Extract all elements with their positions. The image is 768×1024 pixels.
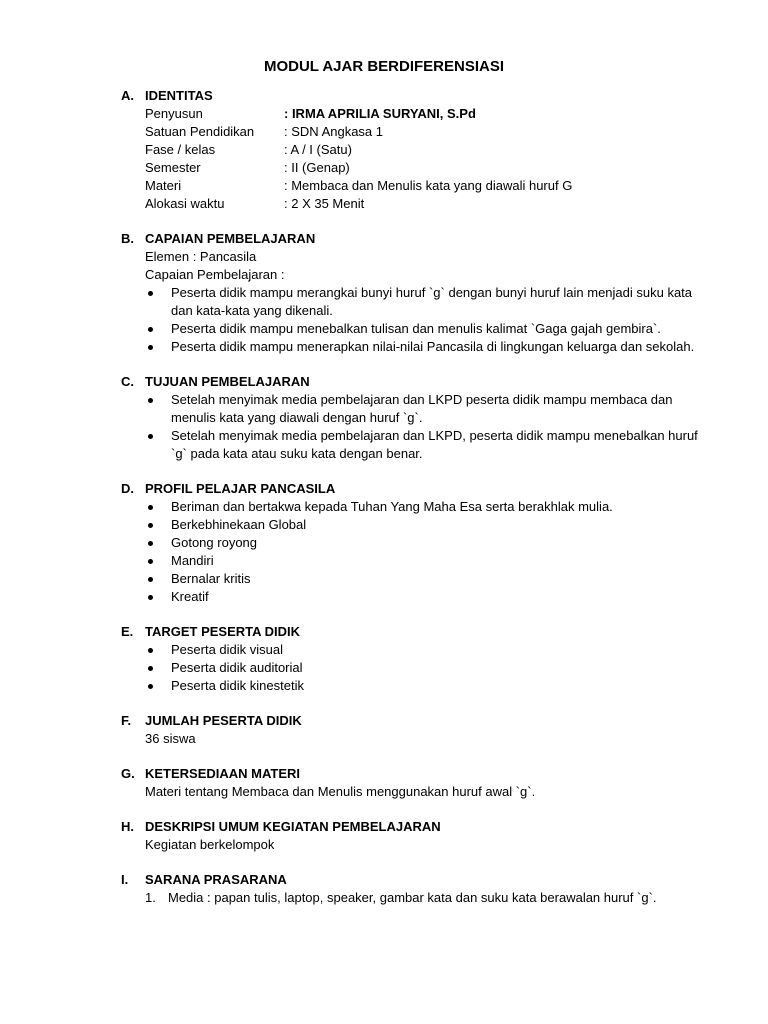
bullet-icon [148, 398, 153, 403]
identity-label: Fase / kelas [145, 142, 216, 157]
bullet-list [0, 284, 768, 356]
capaian-subheading: Capaian Pembelajaran : [145, 267, 285, 282]
section-title: TUJUAN PEMBELAJARAN [145, 374, 310, 389]
list-item [0, 570, 768, 588]
section-letter: C. [121, 374, 134, 389]
numbered-list [0, 889, 768, 907]
bullet-icon [148, 345, 153, 350]
section-letter: F. [121, 713, 132, 728]
identity-label: Penyusun [145, 106, 203, 121]
list-item-text: Gotong royong [171, 535, 258, 550]
identity-row [0, 105, 768, 123]
list-item-text: Bernalar kritis [171, 571, 251, 586]
list-item [0, 889, 768, 907]
section-title: JUMLAH PESERTA DIDIK [145, 713, 302, 728]
section-title: IDENTITAS [145, 88, 213, 103]
identity-label: Alokasi waktu [145, 196, 225, 211]
list-item [0, 588, 768, 606]
document-content [0, 87, 768, 924]
bullet-icon [148, 505, 153, 510]
section-letter: A. [121, 88, 134, 103]
section-title: DESKRIPSI UMUM KEGIATAN PEMBELAJARAN [145, 819, 441, 834]
bullet-icon [148, 541, 153, 546]
section-ketersediaan [0, 765, 768, 801]
list-item-text: Peserta didik mampu menerapkan nilai-nilai Pancasila di lingkungan keluarga dan sekolah. [171, 339, 695, 354]
section-heading [0, 480, 768, 498]
bullet-icon [148, 577, 153, 582]
list-item-text: Setelah menyimak media pembelajaran dan LKPD peserta didik mampu membaca dan menulis kata yang diawali dengan huruf `g`. [171, 392, 673, 425]
section-letter: H. [121, 819, 134, 834]
list-item [0, 516, 768, 534]
list-item [0, 284, 768, 320]
bullet-icon [148, 523, 153, 528]
bullet-list [0, 391, 768, 463]
section-capaian [0, 230, 768, 356]
section-body-text: Kegiatan berkelompok [145, 837, 275, 852]
list-item [0, 320, 768, 338]
identity-label: Semester [145, 160, 201, 175]
identity-row [0, 141, 768, 159]
bullet-icon [148, 559, 153, 564]
document-title: MODUL AJAR BERDIFERENSIASI [263, 58, 505, 75]
bullet-icon [148, 327, 153, 332]
bullet-icon [148, 291, 153, 296]
identity-row [0, 123, 768, 141]
section-target [0, 623, 768, 695]
section-title: TARGET PESERTA DIDIK [145, 624, 301, 639]
section-heading [0, 623, 768, 641]
section-profil [0, 480, 768, 606]
bullet-list [0, 641, 768, 695]
section-title: CAPAIAN PEMBELAJARAN [145, 231, 316, 246]
section-heading [0, 871, 768, 889]
list-item-text: Peserta didik mampu merangkai bunyi huruf `g` dengan bunyi huruf lain menjadi suku kata dan kata-kata yang dikenali. [171, 285, 693, 318]
list-item [0, 534, 768, 552]
identity-value: : Membaca dan Menulis kata yang diawali huruf G [284, 178, 573, 193]
section-sarana [0, 871, 768, 907]
identity-label: Materi [145, 178, 182, 193]
list-item [0, 338, 768, 356]
section-body-text: Materi tentang Membaca dan Menulis menggunakan huruf awal `g`. [145, 784, 536, 799]
section-letter: E. [121, 624, 134, 639]
section-letter: D. [121, 481, 134, 496]
list-item-text: Peserta didik kinestetik [171, 678, 304, 693]
section-heading [0, 87, 768, 105]
list-item-number: 1. [145, 890, 156, 905]
bullet-icon [148, 434, 153, 439]
section-heading [0, 712, 768, 730]
identity-value: : IRMA APRILIA SURYANI, S.Pd [284, 106, 476, 121]
bullet-icon [148, 595, 153, 600]
list-item [0, 391, 768, 427]
identity-value: : A / I (Satu) [284, 142, 352, 157]
section-deskripsi [0, 818, 768, 854]
list-item-text: Mandiri [171, 553, 214, 568]
identity-row [0, 177, 768, 195]
section-letter: B. [121, 231, 134, 246]
section-body-text: 36 siswa [145, 731, 196, 746]
identity-value: : II (Genap) [284, 160, 350, 175]
list-item [0, 641, 768, 659]
list-item-text: Peserta didik visual [171, 642, 283, 657]
section-letter: G. [121, 766, 135, 781]
identity-value: : SDN Angkasa 1 [284, 124, 383, 139]
identity-label: Satuan Pendidikan [145, 124, 255, 139]
elemen-text: Elemen : Pancasila [145, 249, 257, 264]
section-title: KETERSEDIAAN MATERI [145, 766, 301, 781]
section-jumlah [0, 712, 768, 748]
bullet-icon [148, 648, 153, 653]
identity-value: : 2 X 35 Menit [284, 196, 365, 211]
section-tujuan [0, 373, 768, 463]
section-title: SARANA PRASARANA [145, 872, 287, 887]
list-item-text: Peserta didik auditorial [171, 660, 303, 675]
list-item-text: Kreatif [171, 589, 209, 604]
section-heading [0, 230, 768, 248]
bullet-icon [148, 666, 153, 671]
list-item-text: Berkebhinekaan Global [171, 517, 307, 532]
list-item [0, 677, 768, 695]
list-item-text: Peserta didik mampu menebalkan tulisan dan menulis kalimat `Gaga gajah gembira`. [171, 321, 661, 336]
list-item-text: Media : papan tulis, laptop, speaker, gambar kata dan suku kata berawalan huruf `g`. [168, 890, 657, 905]
section-heading [0, 765, 768, 783]
bullet-list [0, 498, 768, 606]
identity-row [0, 195, 768, 213]
section-letter: I. [121, 872, 129, 887]
bullet-icon [148, 684, 153, 689]
list-item [0, 498, 768, 516]
identity-row [0, 159, 768, 177]
section-heading [0, 818, 768, 836]
section-identitas [0, 87, 768, 213]
section-heading [0, 373, 768, 391]
section-title: PROFIL PELAJAR PANCASILA [145, 481, 336, 496]
list-item-text: Setelah menyimak media pembelajaran dan LKPD, peserta didik mampu menebalkan huruf `g` pada kata atau suku kata dengan benar. [171, 428, 698, 461]
list-item [0, 659, 768, 677]
list-item [0, 427, 768, 463]
list-item [0, 552, 768, 570]
list-item-text: Beriman dan bertakwa kepada Tuhan Yang Maha Esa serta berakhlak mulia. [171, 499, 613, 514]
